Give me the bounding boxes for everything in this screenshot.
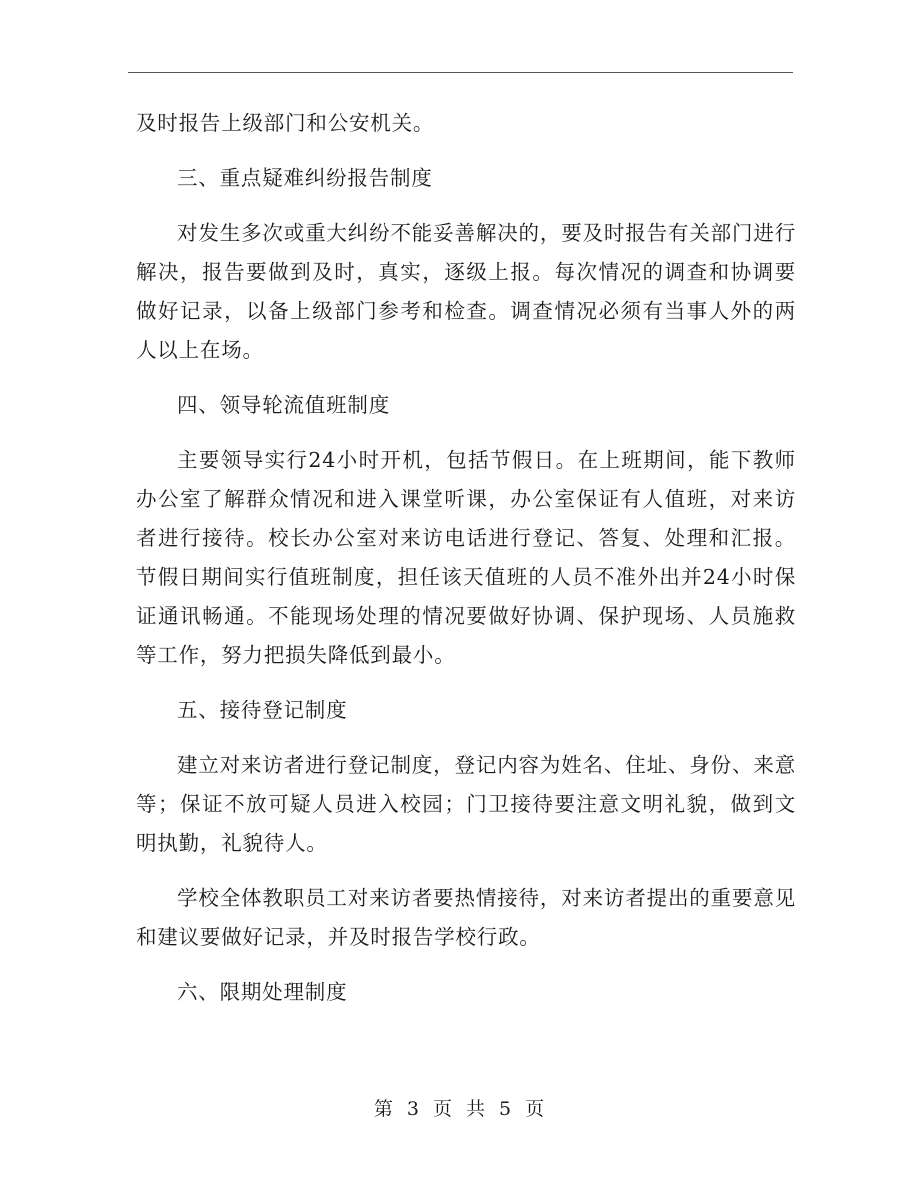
footer-suffix: 页 — [525, 1098, 547, 1120]
page-footer — [0, 1094, 920, 1121]
section-heading-3: 三、重点疑难纠纷报告制度 — [177, 166, 433, 190]
footer-current-page: 3 — [406, 1098, 421, 1120]
footer-total-word: 共 — [466, 1098, 488, 1120]
footer-total-pages: 5 — [499, 1098, 514, 1120]
section-heading-5: 五、接待登记制度 — [177, 698, 348, 722]
header-divider — [128, 72, 793, 73]
paragraph-section-5b: 学校全体教职员工对来访者要热情接待，对来访者提出的重要意见和建议要做好记录，并及时报告学校行政。 — [136, 886, 796, 949]
paragraph-section-4: 主要领导实行24小时开机，包括节假日。在上班期间，能下教师办公室了解群众情况和进入课堂听课，办公室保证有人值班，对来访者进行接待。校长办公室对来访电话进行登记、答复、处理和汇报。节假日期间实行值班制度，担任该天值班的人员不准外出并24小时保证通讯畅通。不能现场处理的情况要做好协调、保护现场、人员施救等工作，努力把损失降低到最小。 — [136, 448, 796, 667]
paragraph-section-5a: 建立对来访者进行登记制度，登记内容为姓名、住址、身份、来意等；保证不放可疑人员进入校园；门卫接待要注意文明礼貌，做到文明执勤，礼貌待人。 — [136, 753, 796, 855]
document-body — [136, 104, 796, 1012]
paragraph-continuation: 及时报告上级部门和公安机关。 — [136, 111, 435, 135]
footer-prefix: 第 — [373, 1098, 395, 1120]
paragraph-section-3: 对发生多次或重大纠纷不能妥善解决的，要及时报告有关部门进行解决，报告要做到及时，真实，逐级上报。每次情况的调查和协调要做好记录，以备上级部门参考和检查。调查情况必须有当事人外的两人以上在场。 — [136, 221, 796, 362]
section-heading-6: 六、限期处理制度 — [177, 980, 348, 1004]
footer-page-word: 页 — [432, 1098, 454, 1120]
section-heading-4: 四、领导轮流值班制度 — [177, 393, 390, 417]
